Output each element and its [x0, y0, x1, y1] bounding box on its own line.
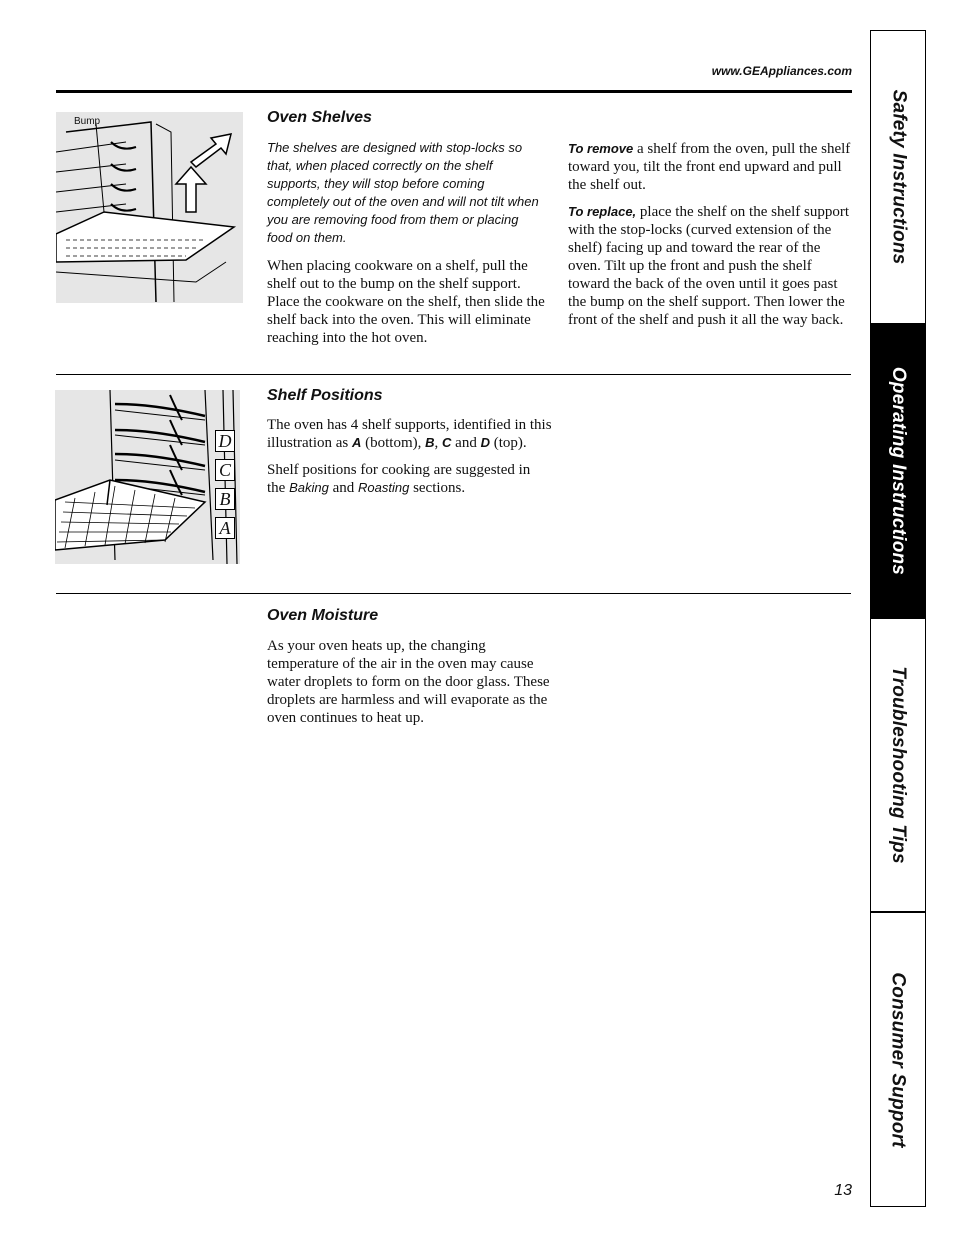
shelf-positions-illustration	[55, 390, 240, 564]
oven-shelves-lead-text: The shelves are designed with stop-locks so that, when placed correctly on the shelf supports, they will stop before coming completely out of the oven and will not tilt when you are removing food from them or placing food on them.	[267, 140, 539, 245]
shelf-c-keyword: C	[442, 435, 452, 450]
text-run: Shelf positions for cooking are suggested in the	[267, 462, 531, 496]
text-run: sections.	[409, 480, 466, 496]
oven-shelf-drawing	[56, 112, 243, 303]
baking-reference: Baking	[289, 480, 329, 495]
text-run: ,	[434, 435, 443, 451]
shelf-positions-drawing	[55, 390, 240, 564]
shelf-d-keyword: D	[480, 435, 490, 450]
oven-moisture-body	[267, 637, 552, 736]
tab-label: Consumer Support	[888, 971, 910, 1148]
to-replace-text: place the shelf on the shelf support with the stop-locks (curved extension of the shelf) facing up and toward the rear of the oven. Tilt up the front and push the shelf toward the back of the oven until it goes past the bump on the shelf support. Then lower the front of the shelf and push it all the way back.	[568, 204, 850, 328]
oven-moisture-text: As your oven heats up, the changing temperature of the air in the oven may cause water droplets to form on the door glass. These droplets are harmless and will evaporate as the oven continues to heat up.	[267, 638, 550, 726]
section-divider-1	[56, 374, 851, 375]
shelf-positions-paragraph-1	[267, 416, 552, 452]
shelf-positions-paragraph-2	[267, 461, 552, 497]
text-run: (top).	[489, 435, 527, 451]
tab-consumer-support[interactable]	[871, 913, 925, 1206]
text-run: The oven has 4 shelf supports, identified in this illustration as	[267, 417, 552, 451]
shelf-positions-heading: Shelf Positions	[267, 387, 383, 404]
text-run: and	[451, 435, 481, 451]
shelf-letter-b: B	[215, 488, 235, 510]
oven-shelves-lead	[267, 139, 542, 256]
page-number: 13	[834, 1182, 852, 1199]
text-run: (bottom),	[361, 435, 426, 451]
bump-label: Bump	[74, 116, 101, 127]
to-replace-keyword: To replace,	[568, 204, 637, 219]
oven-shelves-body-text: When placing cookware on a shelf, pull the shelf out to the bump on the shelf support. Place the cookware on the shelf, then slide the shelf back into the oven. This will eliminate reaching into the hot oven.	[267, 258, 545, 346]
oven-shelves-heading: Oven Shelves	[267, 109, 372, 126]
tab-operating-instructions[interactable]	[871, 323, 925, 619]
text-run: and	[328, 480, 358, 496]
shelf-letter-boxes	[215, 430, 235, 539]
shelf-positions-body	[267, 416, 552, 506]
website-url: www.GEAppliances.com	[711, 64, 852, 78]
tab-troubleshooting-tips[interactable]	[871, 619, 925, 911]
shelf-letter-a: A	[215, 517, 235, 539]
oven-shelves-illustration	[56, 112, 243, 303]
tab-label: Operating Instructions	[888, 366, 910, 576]
shelf-letter-c: C	[215, 459, 235, 481]
shelf-a-keyword: A	[352, 435, 362, 450]
shelf-b-keyword: B	[425, 435, 435, 450]
oven-moisture-heading: Oven Moisture	[267, 607, 379, 624]
to-remove-paragraph	[568, 140, 851, 194]
shelf-letter-d: D	[215, 430, 235, 452]
tab-safety-instructions[interactable]	[871, 31, 925, 323]
section-tabs-sidebar	[870, 30, 926, 1207]
to-remove-keyword: To remove	[568, 141, 634, 156]
oven-shelves-body	[267, 257, 552, 356]
section-divider-2	[56, 593, 851, 594]
oven-shelves-right-column	[568, 140, 851, 338]
tab-label: Safety Instructions	[888, 89, 909, 265]
to-replace-paragraph	[568, 203, 851, 329]
roasting-reference: Roasting	[358, 480, 410, 495]
header-rule	[56, 90, 852, 93]
to-remove-text: a shelf from the oven, pull the shelf toward you, tilt the front end upward and pull the shelf out.	[568, 141, 851, 193]
tab-label: Troubleshooting Tips	[888, 666, 909, 864]
